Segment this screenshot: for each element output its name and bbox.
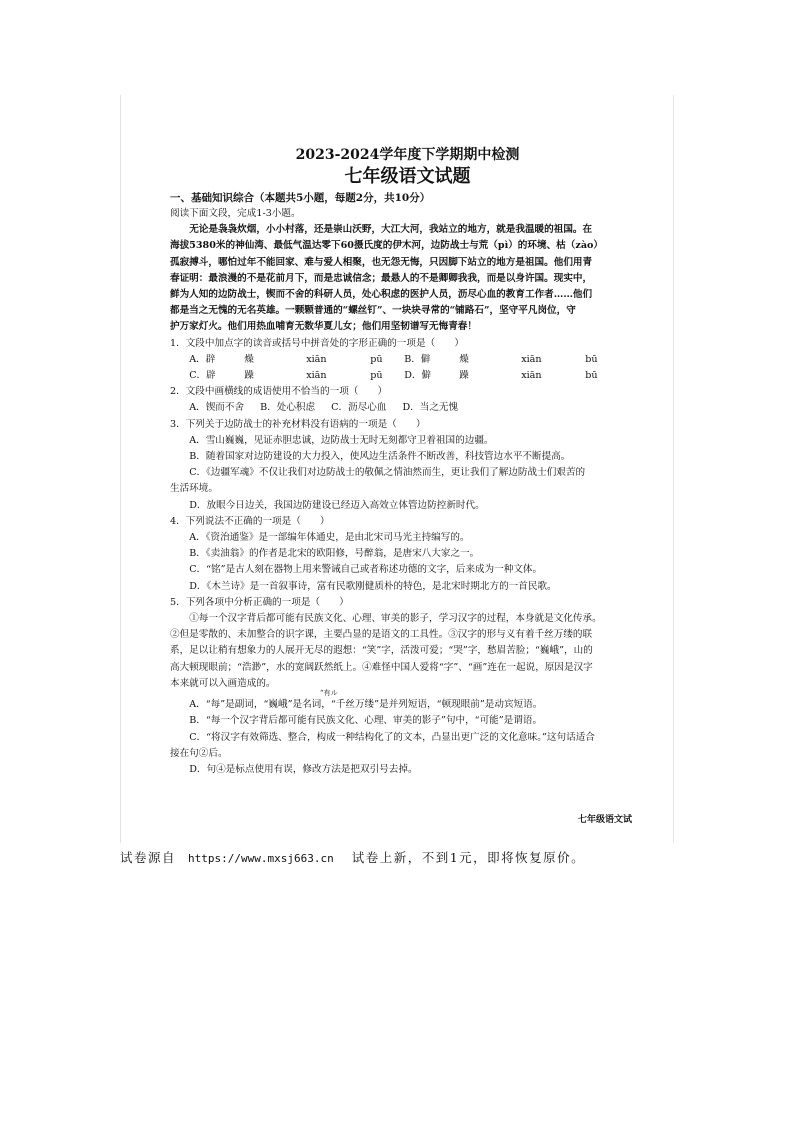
option-text: A．《资治通鉴》是一部编年体通史，是由北宋司马光主持编写的。 xyxy=(189,532,470,544)
question-1-options-row xyxy=(170,368,645,384)
reading-passage xyxy=(170,222,645,335)
option-text: C．《边疆军魂》不仅让我们对边防战士的敬佩之情油然而生，更让我们了解边防战士们艰苦的 xyxy=(189,467,586,479)
option-text: C．沥尽心血 xyxy=(331,402,387,414)
reading-instruction: 阅读下面文段，完成1-3小题。 xyxy=(170,208,301,219)
option-text: bū xyxy=(585,370,598,382)
exam-sheet xyxy=(170,145,645,778)
source-footer xyxy=(120,848,585,866)
promo-text: 试卷上新，不到1元，即将恢复原价。 xyxy=(351,850,586,865)
handwritten-margin-note: “有ル xyxy=(320,689,338,698)
passage-line: 护万家灯火。他们用热血哺育无数华夏儿女；他们用坚韧谱写无悔青春！ xyxy=(170,321,477,333)
option-text: 躁 xyxy=(244,370,254,382)
option-text: C．“将汉字有效筛选、整合，构成一种结构化了的文本，凸显出更广泛的文化意味。”这句话适合 xyxy=(189,731,595,743)
q5-passage-line: 系，足以让稍有想象力的人展开无尽的遐想：“笑”字，活泼可爱；“哭”字，愁眉苦脸；“巍峨”，山的 xyxy=(170,645,593,657)
option-text: xiān xyxy=(521,370,542,382)
option-text: D．放眼今日边关，我国边防建设已经迈入高效立体管边防控新时代。 xyxy=(189,499,485,511)
option-text: C．辟 xyxy=(189,370,216,382)
option-text: D．句④是标点使用有误，修改方法是把双引号去掉。 xyxy=(189,763,418,775)
option-text: A．“每”是副词，“巍峨”是名词，“千丝万缕”是并列短语，“顿现眼前”是动宾短语。 xyxy=(189,699,543,711)
question-1-stem: 1．文段中加点字的读音或括号中拼音处的字形正确的一项是（ ） xyxy=(170,337,464,349)
source-link[interactable]: https://www.mxsj663.cn xyxy=(188,852,334,865)
question-1-options-row xyxy=(170,352,645,368)
question-4-stem: 4．下列说法不正确的一项是（ ） xyxy=(170,515,330,527)
option-text: A．辟 xyxy=(189,353,216,365)
option-text: xiān xyxy=(306,370,327,382)
option-text: A．锲而不舍 xyxy=(189,402,245,414)
q5-passage-line: 高大顿现眼前；“浩渺”，水的宽阔跃然纸上。④难怪中国人爱将“字”、“画”连在一起说，原因是汉字 xyxy=(170,661,593,673)
option-text: B．处心积虑 xyxy=(260,402,316,414)
passage-line: 海拔5380米的神仙湾、最低气温达零下60摄氏度的伊木河，边防战士与荒（pì）的环境、枯（zào） xyxy=(170,240,604,252)
option-text: bū xyxy=(585,353,598,365)
passage-line: 鲜为人知的边防战士，锲而不舍的科研人员，处心积虑的医护人员，沥尽心血的教育工作者……他们 xyxy=(170,289,593,301)
question-3-stem: 3．下列关于边防战士的补充材料没有语病的一项是（ ） xyxy=(170,418,426,430)
option-text: B．《卖油翁》的作者是北宋的欧阳修，号醉翁，是唐宋八大家之一。 xyxy=(189,548,480,560)
exam-title: 2023-2024学年度下学期期中检测 xyxy=(295,147,520,163)
option-text: 燥 xyxy=(459,353,469,365)
q5-passage-line: ②但是零散的、未加整合的识字课，主要凸显的是语文的工具性。③汉字的形与义有着千丝万缕的联 xyxy=(170,629,593,641)
option-text: B．随着国家对边防建设的大力投入，使风边生活条件不断改善，科技管边水平不断提高。 xyxy=(189,451,571,463)
option-text: 躁 xyxy=(459,370,469,382)
option-text: A．雪山巍巍，见证赤胆忠诚，边防战士无时无刻都守卫着祖国的边疆。 xyxy=(189,434,494,446)
option-text: pū xyxy=(370,353,383,365)
option-text: B．僻 xyxy=(404,353,431,365)
option-text-continued: 生活环境。 xyxy=(170,483,218,495)
option-text: C．“铭”是古人刻在器物上用来警诫自己或者称述功德的文字，后来成为一种文体。 xyxy=(189,564,543,576)
right-edge-line xyxy=(673,95,674,843)
option-text-continued: 接在句②后。 xyxy=(170,747,228,759)
option-text: D．《木兰诗》是一首叙事诗，富有民歌刚健质朴的特色，是北宋时期北方的一首民歌。 xyxy=(189,580,557,592)
question-2-options xyxy=(170,400,645,416)
q5-passage-line: 本来就可以入画造成的。 xyxy=(170,677,276,689)
exam-subtitle: 七年级语文试题 xyxy=(344,166,471,187)
option-text: D．僻 xyxy=(404,370,432,382)
option-text: xiān xyxy=(306,353,327,365)
passage-line: 都是当之无愧的无名英雄。一颗颗普通的“螺丝钉”、一块块寻常的“铺路石”，坚守平凡岗位，守 xyxy=(170,305,576,317)
option-text: pū xyxy=(370,370,383,382)
source-label: 试卷源自 xyxy=(120,850,177,865)
option-text: D．当之无愧 xyxy=(402,402,459,414)
option-text: 燥 xyxy=(244,353,254,365)
page-footer-label: 七年级语文试 xyxy=(578,815,633,825)
passage-line: 春证明：最浪漫的不是花前月下，而是忠诚信念；最悬人的不是卿卿我我，而是以身许国。现实中， xyxy=(170,272,593,284)
passage-line: 孤寂搏斗，哪怕过年不能回家、难与爱人相聚，也无怨无悔，只因脚下站立的地方是祖国。他们用青 xyxy=(170,256,593,268)
question-5-stem: 5．下列各项中分析正确的一项是（ ） xyxy=(170,596,349,608)
q5-passage-line: ①每一个汉字背后都可能有民族文化、心理、审美的影子，学习汉字的过程，本身就是文化传承。 xyxy=(189,613,602,625)
option-text: B．“每一个汉字背后都可能有民族文化、心理、审美的影子”句中，“可能”是谓语。 xyxy=(189,715,543,727)
left-edge-line xyxy=(120,95,121,843)
question-2-stem: 2．文段中画横线的成语使用不恰当的一项（ ） xyxy=(170,386,388,398)
passage-line: 无论是袅袅炊烟，小小村落，还是崇山沃野，大江大河，我站立的地方，就是我温暖的祖国。在 xyxy=(189,224,593,236)
section-heading: 一、基础知识综合（本题共5小题，每题2分，共10分） xyxy=(170,192,431,204)
option-text: xiān xyxy=(521,353,542,365)
